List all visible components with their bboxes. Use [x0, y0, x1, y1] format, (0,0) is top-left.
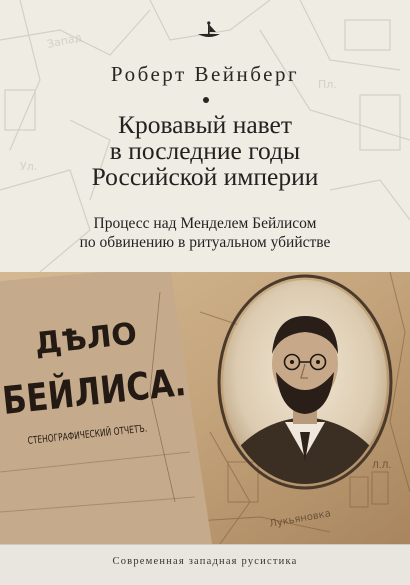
- subtitle-line-1: Процесс над Менделем Бейлисом: [93, 215, 317, 232]
- subtitle-line-2: по обвинению в ритуальном убийстве: [79, 234, 331, 251]
- document-heading-word: ДѢЛО: [33, 316, 139, 362]
- svg-text:Запад: Запад: [45, 30, 84, 51]
- svg-text:Ул.: Ул.: [20, 160, 38, 173]
- book-title: [0, 112, 410, 190]
- series-name: Современная западная русистика: [112, 556, 298, 567]
- svg-text:Л.Л.: Л.Л.: [372, 461, 392, 471]
- title-line-2: в последние годы: [109, 136, 301, 165]
- boat-icon: [196, 20, 222, 42]
- separator-dot: [203, 97, 209, 103]
- title-line-1: Кровавый навет: [117, 110, 293, 139]
- cover-illustration: [0, 272, 410, 544]
- book-subtitle: [0, 214, 410, 252]
- title-line-3: Российской империи: [91, 162, 319, 191]
- author-name: Роберт Вейнберг: [110, 62, 300, 86]
- document-heading-name: БЕЙЛИСА.: [0, 356, 226, 423]
- svg-text:Пл.: Пл.: [318, 78, 337, 91]
- svg-text:Лукьяновка: Лукьяновка: [268, 508, 332, 530]
- document-subheading: СТЕНОГРАФИЧЕСКИЙ ОТЧЕТЪ.: [27, 419, 188, 447]
